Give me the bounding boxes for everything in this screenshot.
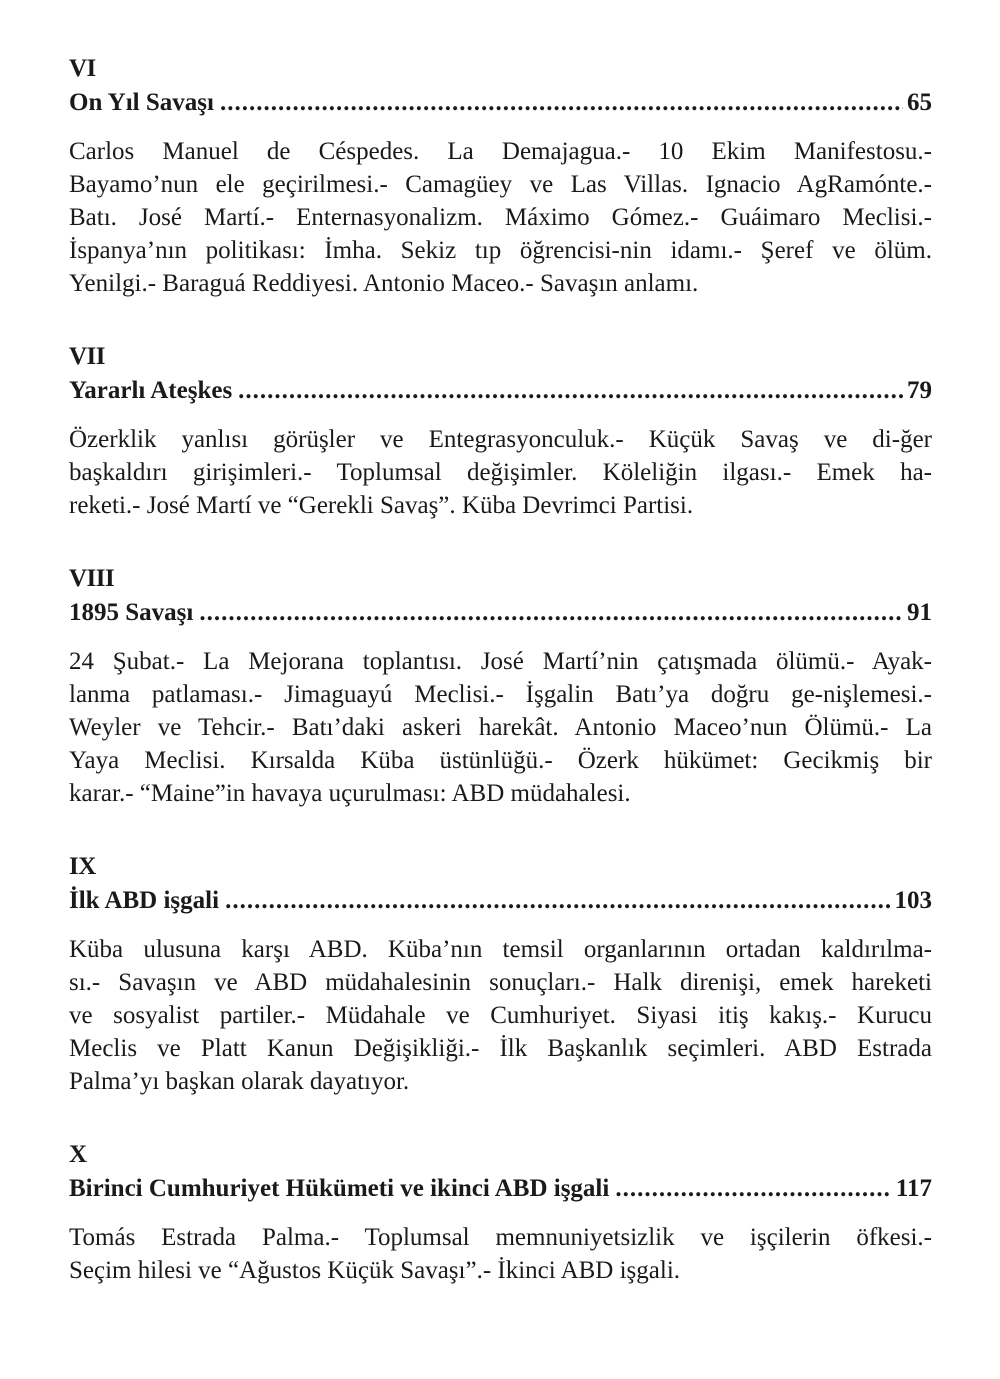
summary-line: Meclis ve Platt Kanun Değişikliği.- İlk Başkanlık seçimleri. ABD Estrada	[69, 1035, 932, 1062]
summary-line: 24 Şubat.- La Mejorana toplantısı. José Martí’nin çatışmada ölümü.- Ayak-	[69, 648, 932, 675]
chapter-title: 1895 Savaşı	[69, 599, 194, 626]
page-number: 103	[894, 887, 932, 914]
dot-leader	[225, 884, 890, 918]
summary-line: İspanya’nın politikası: İmha. Sekiz tıp öğrencisi-nin idamı.- Şeref ve ölüm.	[69, 237, 932, 264]
dot-leader	[238, 374, 903, 408]
chapter-summary	[69, 645, 932, 810]
toc-entry-link[interactable]	[69, 1172, 932, 1206]
chapter-title: Yararlı Ateşkes	[69, 377, 233, 404]
summary-line: Küba ulusuna karşı ABD. Küba’nın temsil organlarının ortadan kaldırılma-	[69, 936, 932, 963]
summary-line: lanma patlaması.- Jimaguayú Meclisi.- İşgalin Batı’ya doğru ge-nişlemesi.-	[69, 681, 932, 708]
chapter-summary	[69, 423, 932, 522]
chapter-summary	[69, 135, 932, 300]
page-number: 65	[907, 89, 932, 116]
toc-entry-link[interactable]	[69, 374, 932, 408]
chapter-entry	[69, 1138, 932, 1287]
page-number: 117	[895, 1175, 932, 1202]
chapter-number: VIII	[69, 565, 115, 592]
summary-line: Weyler ve Tehcir.- Batı’daki askeri harekât. Antonio Maceo’nun Ölümü.- La	[69, 714, 932, 741]
chapter-number: VII	[69, 343, 106, 370]
summary-line: Bayamo’nun ele geçirilmesi.- Camagüey ve Las Villas. Ignacio AgRamónte.-	[69, 171, 932, 198]
summary-line: sı.- Savaşın ve ABD müdahalesinin sonuçları.- Halk direnişi, emek hareketi	[69, 969, 932, 996]
page-number: 91	[907, 599, 932, 626]
chapter-entry	[69, 52, 932, 340]
dot-leader	[615, 1172, 892, 1206]
toc-entry-link[interactable]	[69, 884, 932, 918]
chapter-number: IX	[69, 853, 96, 880]
chapter-entry	[69, 340, 932, 562]
summary-line: Batı. José Martí.- Enternasyonalizm. Máximo Gómez.- Guáimaro Meclisi.-	[69, 204, 932, 231]
summary-line: reketi.- José Martí ve “Gerekli Savaş”. Küba Devrimci Partisi.	[69, 492, 694, 519]
chapter-title: Birinci Cumhuriyet Hükümeti ve ikinci ABD işgali	[69, 1175, 610, 1202]
summary-line: ve sosyalist partiler.- Müdahale ve Cumhuriyet. Siyasi itiş kakış.- Kurucu	[69, 1002, 932, 1029]
chapter-number: VI	[69, 55, 96, 82]
chapter-summary	[69, 1221, 932, 1287]
chapter-entry	[69, 850, 932, 1138]
summary-line: Tomás Estrada Palma.- Toplumsal memnuniyetsizlik ve işçilerin öfkesi.-	[69, 1224, 932, 1251]
toc-entry-link[interactable]	[69, 596, 932, 630]
chapter-entry	[69, 562, 932, 850]
chapter-title: İlk ABD işgali	[69, 887, 220, 914]
summary-line: Yaya Meclisi. Kırsalda Küba üstünlüğü.- Özerk hükümet: Gecikmiş bir	[69, 747, 932, 774]
summary-line: Özerklik yanlısı görüşler ve Entegrasyonculuk.- Küçük Savaş ve di-ğer	[69, 426, 932, 453]
summary-line: Palma’yı başkan olarak dayatıyor.	[69, 1068, 410, 1095]
chapter-summary	[69, 933, 932, 1098]
chapter-number: X	[69, 1141, 87, 1168]
summary-line: Seçim hilesi ve “Ağustos Küçük Savaşı”.- İkinci ABD işgali.	[69, 1257, 681, 1284]
chapter-title: On Yıl Savaşı	[69, 89, 214, 116]
dot-leader	[199, 596, 903, 630]
table-of-contents	[69, 52, 932, 1287]
page-number: 79	[907, 377, 932, 404]
toc-entry-link[interactable]	[69, 86, 932, 120]
summary-line: Yenilgi.- Baraguá Reddiyesi. Antonio Maceo.- Savaşın anlamı.	[69, 270, 699, 297]
summary-line: Carlos Manuel de Céspedes. La Demajagua.- 10 Ekim Manifestosu.-	[69, 138, 932, 165]
summary-line: karar.- “Maine”in havaya uçurulması: ABD müdahalesi.	[69, 780, 631, 807]
dot-leader	[220, 86, 903, 120]
summary-line: başkaldırı girişimleri.- Toplumsal değişimler. Köleliğin ilgası.- Emek ha-	[69, 459, 932, 486]
